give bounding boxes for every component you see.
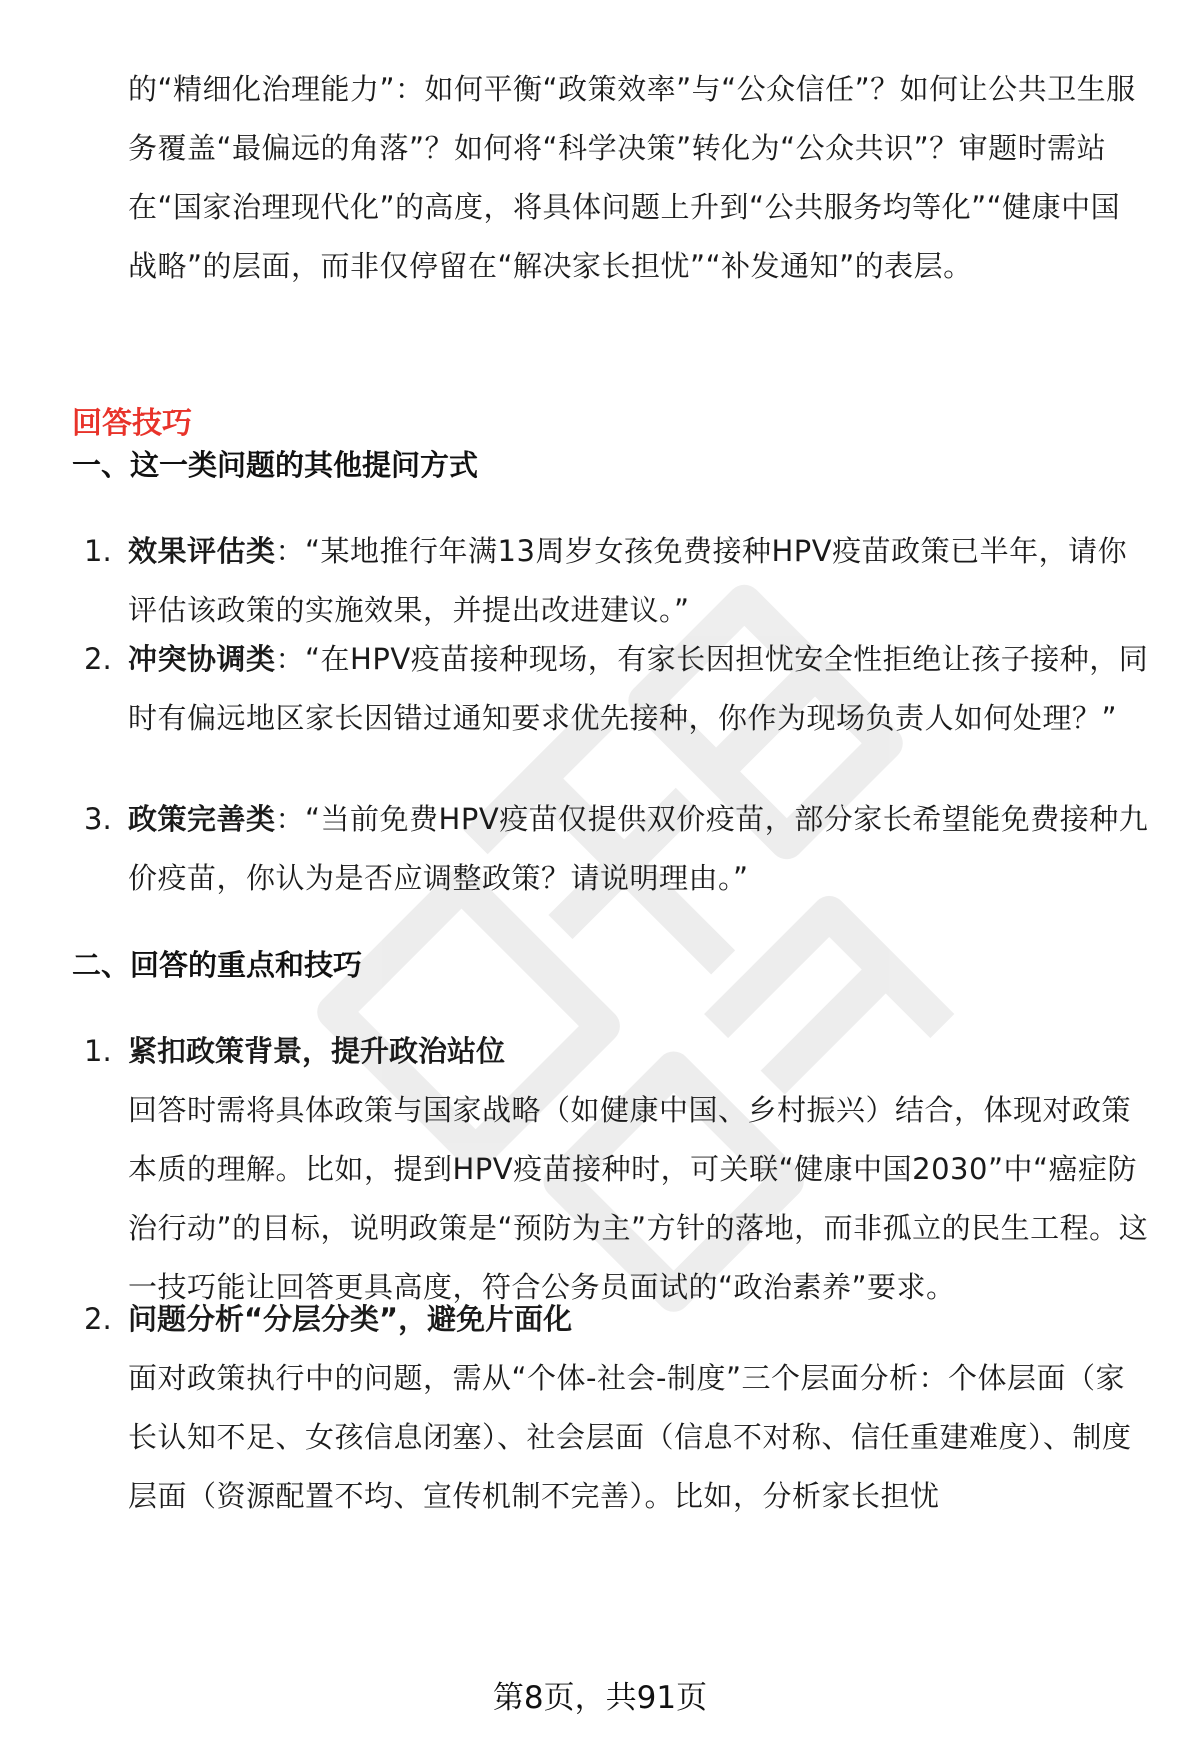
list-number: 3.	[84, 802, 112, 836]
list-item-text: “某地推行年满13周岁女孩免费接种HPV疫苗政策已半年，请你评估该政策的实施效果，并提出改进建议。”	[128, 534, 1128, 627]
list-item	[84, 1290, 1154, 1526]
list-item-text: “当前免费HPV疫苗仅提供双价疫苗，部分家长希望能免费接种九价疫苗，你认为是否应调整政策？请说明理由。”	[128, 802, 1149, 895]
list-number: 1.	[84, 534, 112, 568]
list-item-title: 问题分析“分层分类”，避免片面化	[128, 1302, 573, 1336]
part1-heading: 一、这一类问题的其他提问方式	[72, 448, 479, 482]
section-title: 回答技巧	[72, 406, 192, 441]
list-item-label: 效果评估类	[128, 534, 276, 568]
list-item-colon: ：	[275, 802, 306, 836]
list-item	[84, 522, 1154, 640]
list-item	[84, 630, 1154, 748]
list-item	[84, 1022, 1154, 1317]
list-item-title: 紧扣政策背景，提升政治站位	[128, 1034, 506, 1068]
list-number: 1.	[84, 1034, 112, 1068]
list-item-body	[128, 522, 1154, 640]
list-item-text: 面对政策执行中的问题，需从“个体-社会-制度”三个层面分析：个体层面（家长认知不足、女孩信息闭塞）、社会层面（信息不对称、信任重建难度）、制度层面（资源配置不均、宣传机制不完善）。比如，分析家长担忧	[128, 1361, 1132, 1513]
list-item-colon: ：	[275, 642, 306, 676]
part2-heading: 二、回答的重点和技巧	[72, 948, 363, 982]
list-item-colon: ：	[275, 534, 306, 568]
list-number: 2.	[84, 642, 112, 676]
list-item-text: 回答时需将具体政策与国家战略（如健康中国、乡村振兴）结合，体现对政策本质的理解。比如，提到HPV疫苗接种时，可关联“健康中国2030”中“癌症防治行动”的目标，说明政策是“预防为主”方针的落地，而非孤立的民生工程。这一技巧能让回答更具高度，符合公务员面试的“政治素养”要求。	[128, 1093, 1149, 1304]
intro-paragraph: 的“精细化治理能力”：如何平衡“政策效率”与“公众信任”？如何让公共卫生服务覆盖“最偏远的角落”？如何将“科学决策”转化为“公众共识”？审题时需站在“国家治理现代化”的高度，将具体问题上升到“公共服务均等化”“健康中国战略”的层面，而非仅停留在“解决家长担忧”“补发通知”的表层。	[128, 72, 1136, 283]
page-number: 第8页，共91页	[492, 1680, 708, 1716]
list-item-label: 冲突协调类	[128, 642, 276, 676]
list-item-body	[128, 630, 1154, 748]
list-item-label: 政策完善类	[128, 802, 276, 836]
list-item-text: “在HPV疫苗接种现场，有家长因担忧安全性拒绝让孩子接种，同时有偏远地区家长因错过通知要求优先接种，你作为现场负责人如何处理？”	[128, 642, 1149, 735]
list-item-body	[128, 790, 1154, 908]
list-item	[84, 790, 1154, 908]
list-number: 2.	[84, 1302, 112, 1336]
